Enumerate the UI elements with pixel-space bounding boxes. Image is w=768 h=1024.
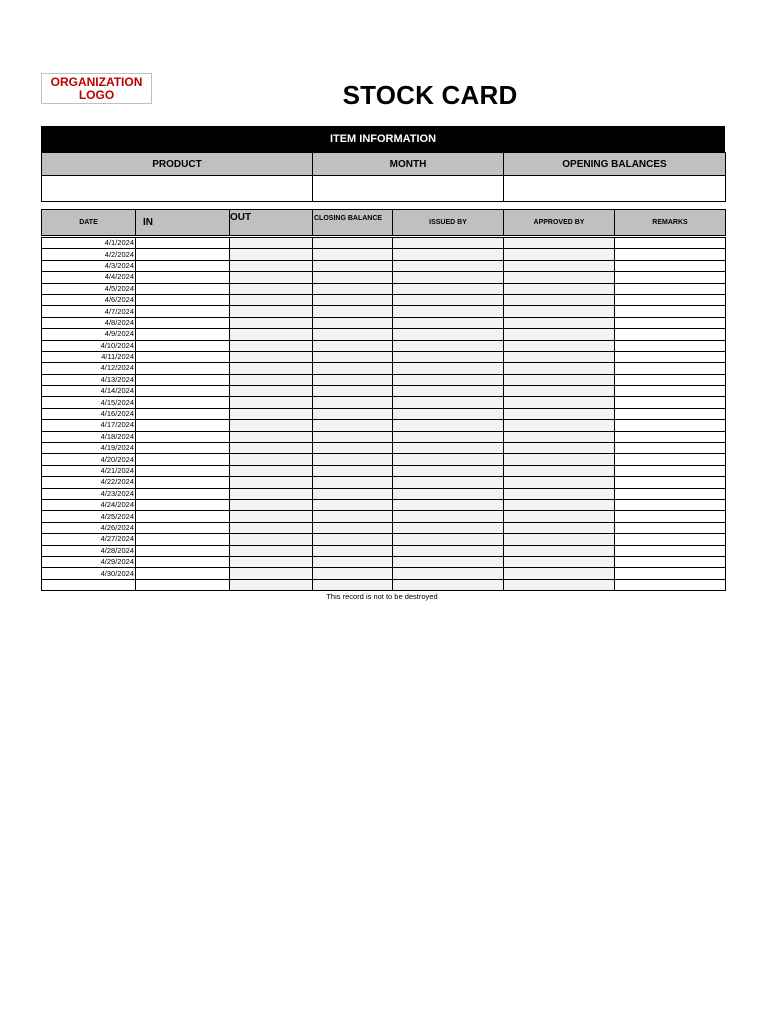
out-cell[interactable] bbox=[230, 249, 313, 260]
item-information-header: ITEM INFORMATION bbox=[41, 126, 725, 152]
issued-by-cell[interactable] bbox=[393, 363, 504, 374]
closing-balance-cell[interactable] bbox=[313, 294, 393, 305]
table-row bbox=[42, 534, 726, 545]
in-cell[interactable] bbox=[136, 511, 230, 522]
table-row bbox=[42, 443, 726, 454]
in-cell[interactable] bbox=[136, 374, 230, 385]
issued-by-cell[interactable] bbox=[393, 260, 504, 271]
issued-by-cell[interactable] bbox=[393, 294, 504, 305]
issued-by-cell[interactable] bbox=[393, 443, 504, 454]
table-row bbox=[42, 351, 726, 362]
issued-by-cell[interactable] bbox=[393, 351, 504, 362]
out-cell[interactable] bbox=[230, 568, 313, 579]
approved-by-cell[interactable] bbox=[504, 420, 615, 431]
logo-line-1: ORGANIZATION bbox=[50, 74, 143, 89]
remarks-cell[interactable] bbox=[615, 454, 726, 465]
table-row bbox=[42, 522, 726, 533]
in-cell[interactable] bbox=[136, 329, 230, 340]
column-header-date: DATE bbox=[42, 210, 136, 236]
approved-by-cell[interactable] bbox=[504, 408, 615, 419]
table-row bbox=[42, 272, 726, 283]
in-cell[interactable] bbox=[136, 397, 230, 408]
out-cell[interactable] bbox=[230, 340, 313, 351]
remarks-cell[interactable] bbox=[615, 374, 726, 385]
issued-by-cell[interactable] bbox=[393, 465, 504, 476]
in-cell[interactable] bbox=[136, 431, 230, 442]
issued-by-cell[interactable] bbox=[393, 374, 504, 385]
closing-balance-cell[interactable] bbox=[313, 238, 393, 249]
table-row bbox=[42, 317, 726, 328]
out-cell[interactable] bbox=[230, 443, 313, 454]
date-cell: 4/21/2024 bbox=[42, 465, 136, 476]
in-cell[interactable] bbox=[136, 522, 230, 533]
out-cell[interactable] bbox=[230, 306, 313, 317]
remarks-cell[interactable] bbox=[615, 477, 726, 488]
in-cell[interactable] bbox=[136, 477, 230, 488]
remarks-cell[interactable] bbox=[615, 568, 726, 579]
remarks-cell[interactable] bbox=[615, 579, 726, 590]
closing-balance-cell[interactable] bbox=[313, 397, 393, 408]
remarks-cell[interactable] bbox=[615, 511, 726, 522]
column-header-closing-balance: CLOSING BALANCE bbox=[313, 210, 393, 236]
out-cell[interactable] bbox=[230, 454, 313, 465]
remarks-cell[interactable] bbox=[615, 386, 726, 397]
closing-balance-cell[interactable] bbox=[313, 488, 393, 499]
out-cell[interactable] bbox=[230, 363, 313, 374]
out-cell[interactable] bbox=[230, 374, 313, 385]
issued-by-cell[interactable] bbox=[393, 329, 504, 340]
approved-by-cell[interactable] bbox=[504, 477, 615, 488]
remarks-cell[interactable] bbox=[615, 397, 726, 408]
date-cell: 4/15/2024 bbox=[42, 397, 136, 408]
remarks-cell[interactable] bbox=[615, 249, 726, 260]
date-cell: 4/14/2024 bbox=[42, 386, 136, 397]
in-cell[interactable] bbox=[136, 238, 230, 249]
table-row bbox=[42, 294, 726, 305]
table-row bbox=[42, 556, 726, 567]
date-cell: 4/22/2024 bbox=[42, 477, 136, 488]
table-row bbox=[42, 545, 726, 556]
approved-by-cell[interactable] bbox=[504, 294, 615, 305]
approved-by-cell[interactable] bbox=[504, 534, 615, 545]
remarks-cell[interactable] bbox=[615, 431, 726, 442]
issued-by-cell[interactable] bbox=[393, 386, 504, 397]
out-cell[interactable] bbox=[230, 545, 313, 556]
out-cell[interactable] bbox=[230, 511, 313, 522]
out-cell[interactable] bbox=[230, 272, 313, 283]
date-cell: 4/17/2024 bbox=[42, 420, 136, 431]
approved-by-cell[interactable] bbox=[504, 329, 615, 340]
in-cell[interactable] bbox=[136, 420, 230, 431]
approved-by-cell[interactable] bbox=[504, 568, 615, 579]
table-row bbox=[42, 465, 726, 476]
opening-balances-field[interactable] bbox=[504, 176, 726, 202]
column-header-in: IN bbox=[136, 210, 230, 236]
date-cell: 4/4/2024 bbox=[42, 272, 136, 283]
date-cell: 4/25/2024 bbox=[42, 511, 136, 522]
date-cell: 4/11/2024 bbox=[42, 351, 136, 362]
in-cell[interactable] bbox=[136, 283, 230, 294]
in-cell[interactable] bbox=[136, 260, 230, 271]
issued-by-cell[interactable] bbox=[393, 499, 504, 510]
table-row bbox=[42, 397, 726, 408]
closing-balance-cell[interactable] bbox=[313, 249, 393, 260]
item-information-table bbox=[41, 152, 726, 202]
closing-balance-cell[interactable] bbox=[313, 374, 393, 385]
in-cell[interactable] bbox=[136, 579, 230, 590]
date-cell: 4/24/2024 bbox=[42, 499, 136, 510]
table-row bbox=[42, 408, 726, 419]
remarks-cell[interactable] bbox=[615, 306, 726, 317]
remarks-cell[interactable] bbox=[615, 260, 726, 271]
column-header-out: OUT bbox=[230, 210, 313, 236]
date-cell: 4/16/2024 bbox=[42, 408, 136, 419]
approved-by-cell[interactable] bbox=[504, 556, 615, 567]
table-row bbox=[42, 260, 726, 271]
product-label: PRODUCT bbox=[42, 153, 313, 176]
date-cell: 4/27/2024 bbox=[42, 534, 136, 545]
date-cell: 4/8/2024 bbox=[42, 317, 136, 328]
approved-by-cell[interactable] bbox=[504, 238, 615, 249]
closing-balance-cell[interactable] bbox=[313, 363, 393, 374]
table-row bbox=[42, 306, 726, 317]
page-title: STOCK CARD bbox=[342, 80, 518, 110]
issued-by-cell[interactable] bbox=[393, 511, 504, 522]
date-cell: 4/3/2024 bbox=[42, 260, 136, 271]
out-cell[interactable] bbox=[230, 260, 313, 271]
date-cell: 4/20/2024 bbox=[42, 454, 136, 465]
stock-log-rows bbox=[42, 238, 726, 591]
date-cell bbox=[42, 579, 136, 590]
remarks-cell[interactable] bbox=[615, 294, 726, 305]
out-cell[interactable] bbox=[230, 397, 313, 408]
approved-by-cell[interactable] bbox=[504, 431, 615, 442]
remarks-cell[interactable] bbox=[615, 351, 726, 362]
approved-by-cell[interactable] bbox=[504, 511, 615, 522]
remarks-cell[interactable] bbox=[615, 556, 726, 567]
issued-by-cell[interactable] bbox=[393, 579, 504, 590]
date-cell: 4/2/2024 bbox=[42, 249, 136, 260]
date-cell: 4/29/2024 bbox=[42, 556, 136, 567]
issued-by-cell[interactable] bbox=[393, 477, 504, 488]
out-cell[interactable] bbox=[230, 386, 313, 397]
date-cell: 4/6/2024 bbox=[42, 294, 136, 305]
table-row bbox=[42, 249, 726, 260]
in-cell[interactable] bbox=[136, 556, 230, 567]
closing-balance-cell[interactable] bbox=[313, 351, 393, 362]
approved-by-cell[interactable] bbox=[504, 374, 615, 385]
table-row bbox=[42, 511, 726, 522]
table-row bbox=[42, 374, 726, 385]
out-cell[interactable] bbox=[230, 477, 313, 488]
approved-by-cell[interactable] bbox=[504, 499, 615, 510]
in-cell[interactable] bbox=[136, 454, 230, 465]
out-cell[interactable] bbox=[230, 522, 313, 533]
in-cell[interactable] bbox=[136, 363, 230, 374]
in-cell[interactable] bbox=[136, 317, 230, 328]
in-cell[interactable] bbox=[136, 294, 230, 305]
out-cell[interactable] bbox=[230, 431, 313, 442]
closing-balance-cell[interactable] bbox=[313, 556, 393, 567]
issued-by-cell[interactable] bbox=[393, 317, 504, 328]
approved-by-cell[interactable] bbox=[504, 488, 615, 499]
out-cell[interactable] bbox=[230, 408, 313, 419]
remarks-cell[interactable] bbox=[615, 272, 726, 283]
month-field[interactable] bbox=[313, 176, 504, 202]
opening-balances-label: OPENING BALANCES bbox=[504, 153, 726, 176]
out-cell[interactable] bbox=[230, 534, 313, 545]
remarks-cell[interactable] bbox=[615, 465, 726, 476]
closing-balance-cell[interactable] bbox=[313, 522, 393, 533]
in-cell[interactable] bbox=[136, 386, 230, 397]
issued-by-cell[interactable] bbox=[393, 556, 504, 567]
out-cell[interactable] bbox=[230, 556, 313, 567]
out-cell[interactable] bbox=[230, 499, 313, 510]
closing-balance-cell[interactable] bbox=[313, 499, 393, 510]
table-row bbox=[42, 340, 726, 351]
issued-by-cell[interactable] bbox=[393, 431, 504, 442]
table-row bbox=[42, 386, 726, 397]
logo-line-2: LOGO bbox=[78, 87, 115, 102]
approved-by-cell[interactable] bbox=[504, 340, 615, 351]
remarks-cell[interactable] bbox=[615, 499, 726, 510]
closing-balance-cell[interactable] bbox=[313, 465, 393, 476]
approved-by-cell[interactable] bbox=[504, 351, 615, 362]
out-cell[interactable] bbox=[230, 283, 313, 294]
issued-by-cell[interactable] bbox=[393, 340, 504, 351]
approved-by-cell[interactable] bbox=[504, 579, 615, 590]
closing-balance-cell[interactable] bbox=[313, 443, 393, 454]
table-row bbox=[42, 420, 726, 431]
approved-by-cell[interactable] bbox=[504, 283, 615, 294]
in-cell[interactable] bbox=[136, 534, 230, 545]
table-row bbox=[42, 568, 726, 579]
out-cell[interactable] bbox=[230, 420, 313, 431]
approved-by-cell[interactable] bbox=[504, 465, 615, 476]
column-header-remarks: REMARKS bbox=[615, 210, 726, 236]
closing-balance-cell[interactable] bbox=[313, 477, 393, 488]
date-cell: 4/9/2024 bbox=[42, 329, 136, 340]
issued-by-cell[interactable] bbox=[393, 568, 504, 579]
approved-by-cell[interactable] bbox=[504, 443, 615, 454]
out-cell[interactable] bbox=[230, 294, 313, 305]
stock-log-table bbox=[41, 209, 726, 591]
closing-balance-cell[interactable] bbox=[313, 579, 393, 590]
remarks-cell[interactable] bbox=[615, 340, 726, 351]
in-cell[interactable] bbox=[136, 568, 230, 579]
closing-balance-cell[interactable] bbox=[313, 260, 393, 271]
approved-by-cell[interactable] bbox=[504, 363, 615, 374]
issued-by-cell[interactable] bbox=[393, 534, 504, 545]
issued-by-cell[interactable] bbox=[393, 420, 504, 431]
table-row bbox=[42, 329, 726, 340]
in-cell[interactable] bbox=[136, 443, 230, 454]
issued-by-cell[interactable] bbox=[393, 272, 504, 283]
table-row bbox=[42, 477, 726, 488]
closing-balance-cell[interactable] bbox=[313, 511, 393, 522]
table-row bbox=[42, 363, 726, 374]
remarks-cell[interactable] bbox=[615, 443, 726, 454]
table-row bbox=[42, 454, 726, 465]
date-cell: 4/19/2024 bbox=[42, 443, 136, 454]
footer-note: This record is not to be destroyed bbox=[326, 592, 438, 601]
in-cell[interactable] bbox=[136, 272, 230, 283]
out-cell[interactable] bbox=[230, 465, 313, 476]
remarks-cell[interactable] bbox=[615, 545, 726, 556]
remarks-cell[interactable] bbox=[615, 317, 726, 328]
closing-balance-cell[interactable] bbox=[313, 272, 393, 283]
closing-balance-cell[interactable] bbox=[313, 329, 393, 340]
date-cell: 4/7/2024 bbox=[42, 306, 136, 317]
approved-by-cell[interactable] bbox=[504, 260, 615, 271]
remarks-cell[interactable] bbox=[615, 363, 726, 374]
approved-by-cell[interactable] bbox=[504, 522, 615, 533]
remarks-cell[interactable] bbox=[615, 408, 726, 419]
column-header-issued-by: ISSUED BY bbox=[393, 210, 504, 236]
remarks-cell[interactable] bbox=[615, 522, 726, 533]
closing-balance-cell[interactable] bbox=[313, 283, 393, 294]
approved-by-cell[interactable] bbox=[504, 397, 615, 408]
table-row bbox=[42, 238, 726, 249]
date-cell: 4/26/2024 bbox=[42, 522, 136, 533]
date-cell: 4/12/2024 bbox=[42, 363, 136, 374]
out-cell[interactable] bbox=[230, 351, 313, 362]
in-cell[interactable] bbox=[136, 488, 230, 499]
date-cell: 4/10/2024 bbox=[42, 340, 136, 351]
issued-by-cell[interactable] bbox=[393, 545, 504, 556]
approved-by-cell[interactable] bbox=[504, 545, 615, 556]
closing-balance-cell[interactable] bbox=[313, 545, 393, 556]
in-cell[interactable] bbox=[136, 545, 230, 556]
approved-by-cell[interactable] bbox=[504, 454, 615, 465]
closing-balance-cell[interactable] bbox=[313, 431, 393, 442]
approved-by-cell[interactable] bbox=[504, 249, 615, 260]
issued-by-cell[interactable] bbox=[393, 454, 504, 465]
issued-by-cell[interactable] bbox=[393, 488, 504, 499]
table-row bbox=[42, 579, 726, 590]
table-row bbox=[42, 488, 726, 499]
closing-balance-cell[interactable] bbox=[313, 317, 393, 328]
date-cell: 4/1/2024 bbox=[42, 238, 136, 249]
closing-balance-cell[interactable] bbox=[313, 454, 393, 465]
approved-by-cell[interactable] bbox=[504, 386, 615, 397]
issued-by-cell[interactable] bbox=[393, 249, 504, 260]
approved-by-cell[interactable] bbox=[504, 272, 615, 283]
issued-by-cell[interactable] bbox=[393, 306, 504, 317]
out-cell[interactable] bbox=[230, 317, 313, 328]
remarks-cell[interactable] bbox=[615, 420, 726, 431]
remarks-cell[interactable] bbox=[615, 534, 726, 545]
closing-balance-cell[interactable] bbox=[313, 420, 393, 431]
issued-by-cell[interactable] bbox=[393, 408, 504, 419]
issued-by-cell[interactable] bbox=[393, 283, 504, 294]
table-row bbox=[42, 283, 726, 294]
in-cell[interactable] bbox=[136, 408, 230, 419]
issued-by-cell[interactable] bbox=[393, 522, 504, 533]
out-cell[interactable] bbox=[230, 238, 313, 249]
issued-by-cell[interactable] bbox=[393, 397, 504, 408]
remarks-cell[interactable] bbox=[615, 329, 726, 340]
closing-balance-cell[interactable] bbox=[313, 534, 393, 545]
table-row bbox=[42, 431, 726, 442]
organization-logo bbox=[41, 73, 152, 104]
closing-balance-cell[interactable] bbox=[313, 340, 393, 351]
out-cell[interactable] bbox=[230, 329, 313, 340]
month-label: MONTH bbox=[313, 153, 504, 176]
in-cell[interactable] bbox=[136, 306, 230, 317]
product-field[interactable] bbox=[42, 176, 313, 202]
issued-by-cell[interactable] bbox=[393, 238, 504, 249]
date-cell: 4/28/2024 bbox=[42, 545, 136, 556]
remarks-cell[interactable] bbox=[615, 283, 726, 294]
table-row bbox=[42, 499, 726, 510]
closing-balance-cell[interactable] bbox=[313, 568, 393, 579]
in-cell[interactable] bbox=[136, 465, 230, 476]
closing-balance-cell[interactable] bbox=[313, 306, 393, 317]
remarks-cell[interactable] bbox=[615, 238, 726, 249]
out-cell[interactable] bbox=[230, 488, 313, 499]
in-cell[interactable] bbox=[136, 249, 230, 260]
date-cell: 4/30/2024 bbox=[42, 568, 136, 579]
out-cell[interactable] bbox=[230, 579, 313, 590]
closing-balance-cell[interactable] bbox=[313, 386, 393, 397]
approved-by-cell[interactable] bbox=[504, 306, 615, 317]
date-cell: 4/23/2024 bbox=[42, 488, 136, 499]
closing-balance-cell[interactable] bbox=[313, 408, 393, 419]
in-cell[interactable] bbox=[136, 351, 230, 362]
date-cell: 4/18/2024 bbox=[42, 431, 136, 442]
in-cell[interactable] bbox=[136, 340, 230, 351]
column-header-approved-by: APPROVED BY bbox=[504, 210, 615, 236]
in-cell[interactable] bbox=[136, 499, 230, 510]
date-cell: 4/5/2024 bbox=[42, 283, 136, 294]
approved-by-cell[interactable] bbox=[504, 317, 615, 328]
date-cell: 4/13/2024 bbox=[42, 374, 136, 385]
remarks-cell[interactable] bbox=[615, 488, 726, 499]
